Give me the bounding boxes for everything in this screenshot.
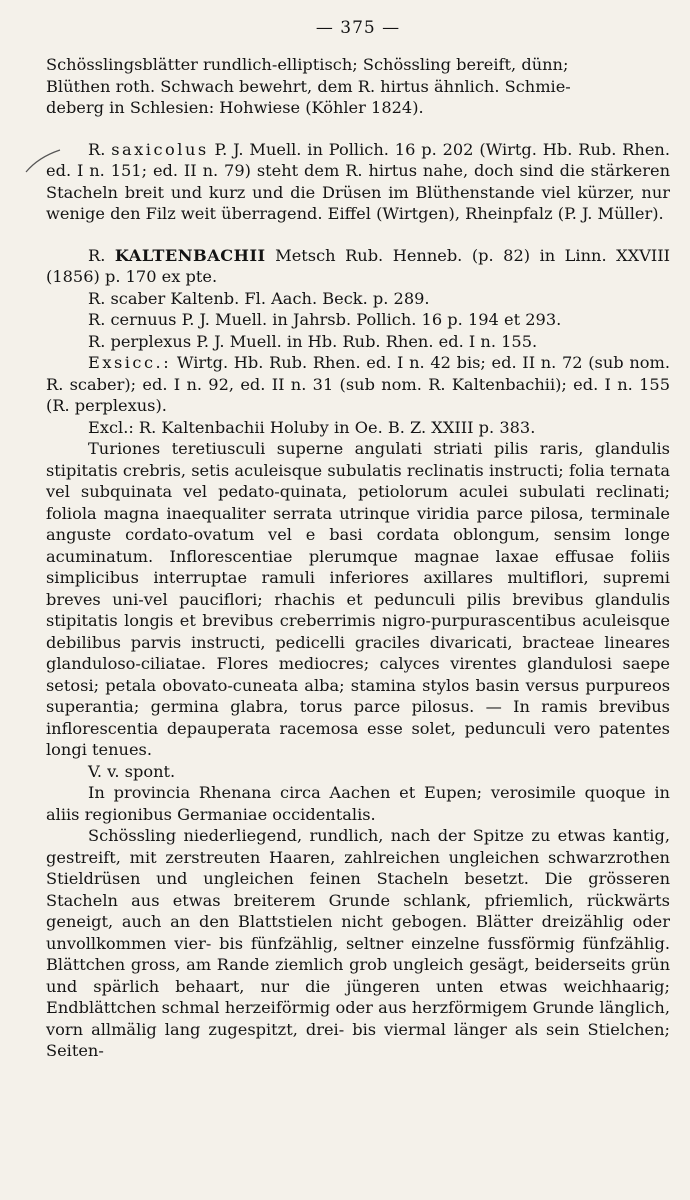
- saxicolus-paragraph: [46, 139, 670, 225]
- saxicolus-prefix: R.: [88, 139, 112, 159]
- kaltenbachii-title-name: KALTENBACHII: [114, 245, 266, 265]
- intro-line-3: deberg in Schlesien: Hohwiese (Köhler 1824).: [46, 98, 424, 117]
- saxicolus-name: saxicolus: [111, 139, 209, 159]
- exsiccata: [46, 352, 670, 417]
- intro-paragraph: [46, 54, 670, 119]
- kaltenbachii-title-citation: Metsch Rub. Henneb. (p. 82) in Linn. XXVIII (1856) p. 170 ex pte.: [46, 245, 671, 286]
- excluded-synonym: Excl.: R. Kaltenbachii Holuby in Oe. B. Z. XXIII p. 383.: [88, 417, 536, 437]
- intro-line-2: Blüthen roth. Schwach bewehrt, dem R. hirtus ähnlich. Schmie-: [46, 76, 571, 96]
- synonym-cernuus: R. cernuus P. J. Muell. in Jahrsb. Pollich. 16 p. 194 et 293.: [88, 310, 562, 329]
- saxicolus-text: P. J. Muell. in Pollich. 16 p. 202 (Wirtg. Hb. Rub. Rhen. ed. I n. 151; ed. II n. 79) steht dem R. hirtus nahe, doch sind die stärkeren Stacheln breit und kurz und die Drüsen im Blüthenstande viel kürzer, nur wenige den Filz weit überragend. Eiffel (Wirtgen), Rheinpfalz (P. J. Müller).: [46, 139, 670, 223]
- distribution: In provincia Rhenana circa Aachen et Eupen; verosimile quoque in aliis regionibus Germaniae occidentalis.: [46, 783, 670, 824]
- synonym-perplexus: R. perplexus P. J. Muell. in Hb. Rub. Rhen. ed. I n. 155.: [88, 331, 538, 351]
- margin-pencil-mark-icon: [22, 148, 62, 176]
- page-number: — 375 —: [315, 18, 401, 38]
- exsiccata-label: Exsicc.:: [88, 353, 172, 372]
- kaltenbachii-title: [46, 245, 670, 288]
- intro-line-1: Schösslingsblätter rundlich-elliptisch; Schössling bereift, dünn;: [46, 55, 569, 74]
- kaltenbachii-entry: [46, 245, 670, 1062]
- vidi-vivam: V. v. spont.: [88, 761, 176, 781]
- saxicolus-entry: [46, 139, 670, 225]
- german-description: Schössling niederliegend, rundlich, nach der Spitze zu etwas kantig, gestreift, mit zerstreuten Haaren, zahlreichen ungleichen schwarzrothen Stieldrüsen und ungleichen feinen Stacheln besetzt. Die grösseren Stacheln aus etwas breiterem Grunde schlank, pfriemlich, rückwärts geneigt, auch an den Blattstielen nicht gebogen. Blätter dreizählig oder unvollkommen vier- bis fünfzählig, seltner einzelne fussförmig fünfzählig. Blättchen gross, am Rande ziemlich grob ungleich gesägt, beiderseits grün und spärlich behaart, nur die jüngeren unten etwas weichhaarig; Endblättchen schmal herzeiförmig oder aus herzförmigem Grunde länglich, vorn allmälig lang zugespitzt, drei- bis viermal länger als sein Stielchen; Seiten-: [46, 826, 670, 1060]
- latin-description: Turiones teretiusculi superne angulati striati pilis raris, glandulis stipitatis crebris, setis aculeisque subulatis reclinatis instructi; folia ternata vel subquinata vel pedato-quinata, petiolorum aculei subulati reclinati; foliola magna inaequaliter serrata utrinque viridia parce pilosa, terminale anguste cordato-ovatum vel e basi cordata oblongum, sensim longe acuminatum. Inflorescentiae plerumque magnae laxae effusae foliis simplicibus interruptae ramuli inferiores axillares multiflori, supremi breves uni-vel pauciflori; rhachis et pedunculi pilis brevibus glandulis stipitatis longis et brevibus creberrimis nigro-purpurascentibus aculeisque debilibus parvis instructi, pedicelli graciles divaricati, bracteae lineares glanduloso-ciliatae. Flores mediocres; calyces virentes glandulosi saepe setosi; petala obovato-cuneata alba; stamina stylos basin versus purpureos superantia; germina glabra, torus parce pilosus. — In ramis brevibus inflorescentia depauperata racemosa esse solet, pedunculi vero patentes longi tenues.: [46, 439, 670, 759]
- kaltenbachii-title-prefix: R.: [88, 245, 115, 265]
- exsiccata-text: Wirtg. Hb. Rub. Rhen. ed. I n. 42 bis; ed. II n. 72 (sub nom. R. scaber); ed. I n. 92, ed. II n. 31 (sub nom. R. Kaltenbachii); ed. I n. 155 (R. perplexus).: [46, 353, 670, 415]
- synonym-scaber: R. scaber Kaltenb. Fl. Aach. Beck. p. 289.: [88, 288, 430, 308]
